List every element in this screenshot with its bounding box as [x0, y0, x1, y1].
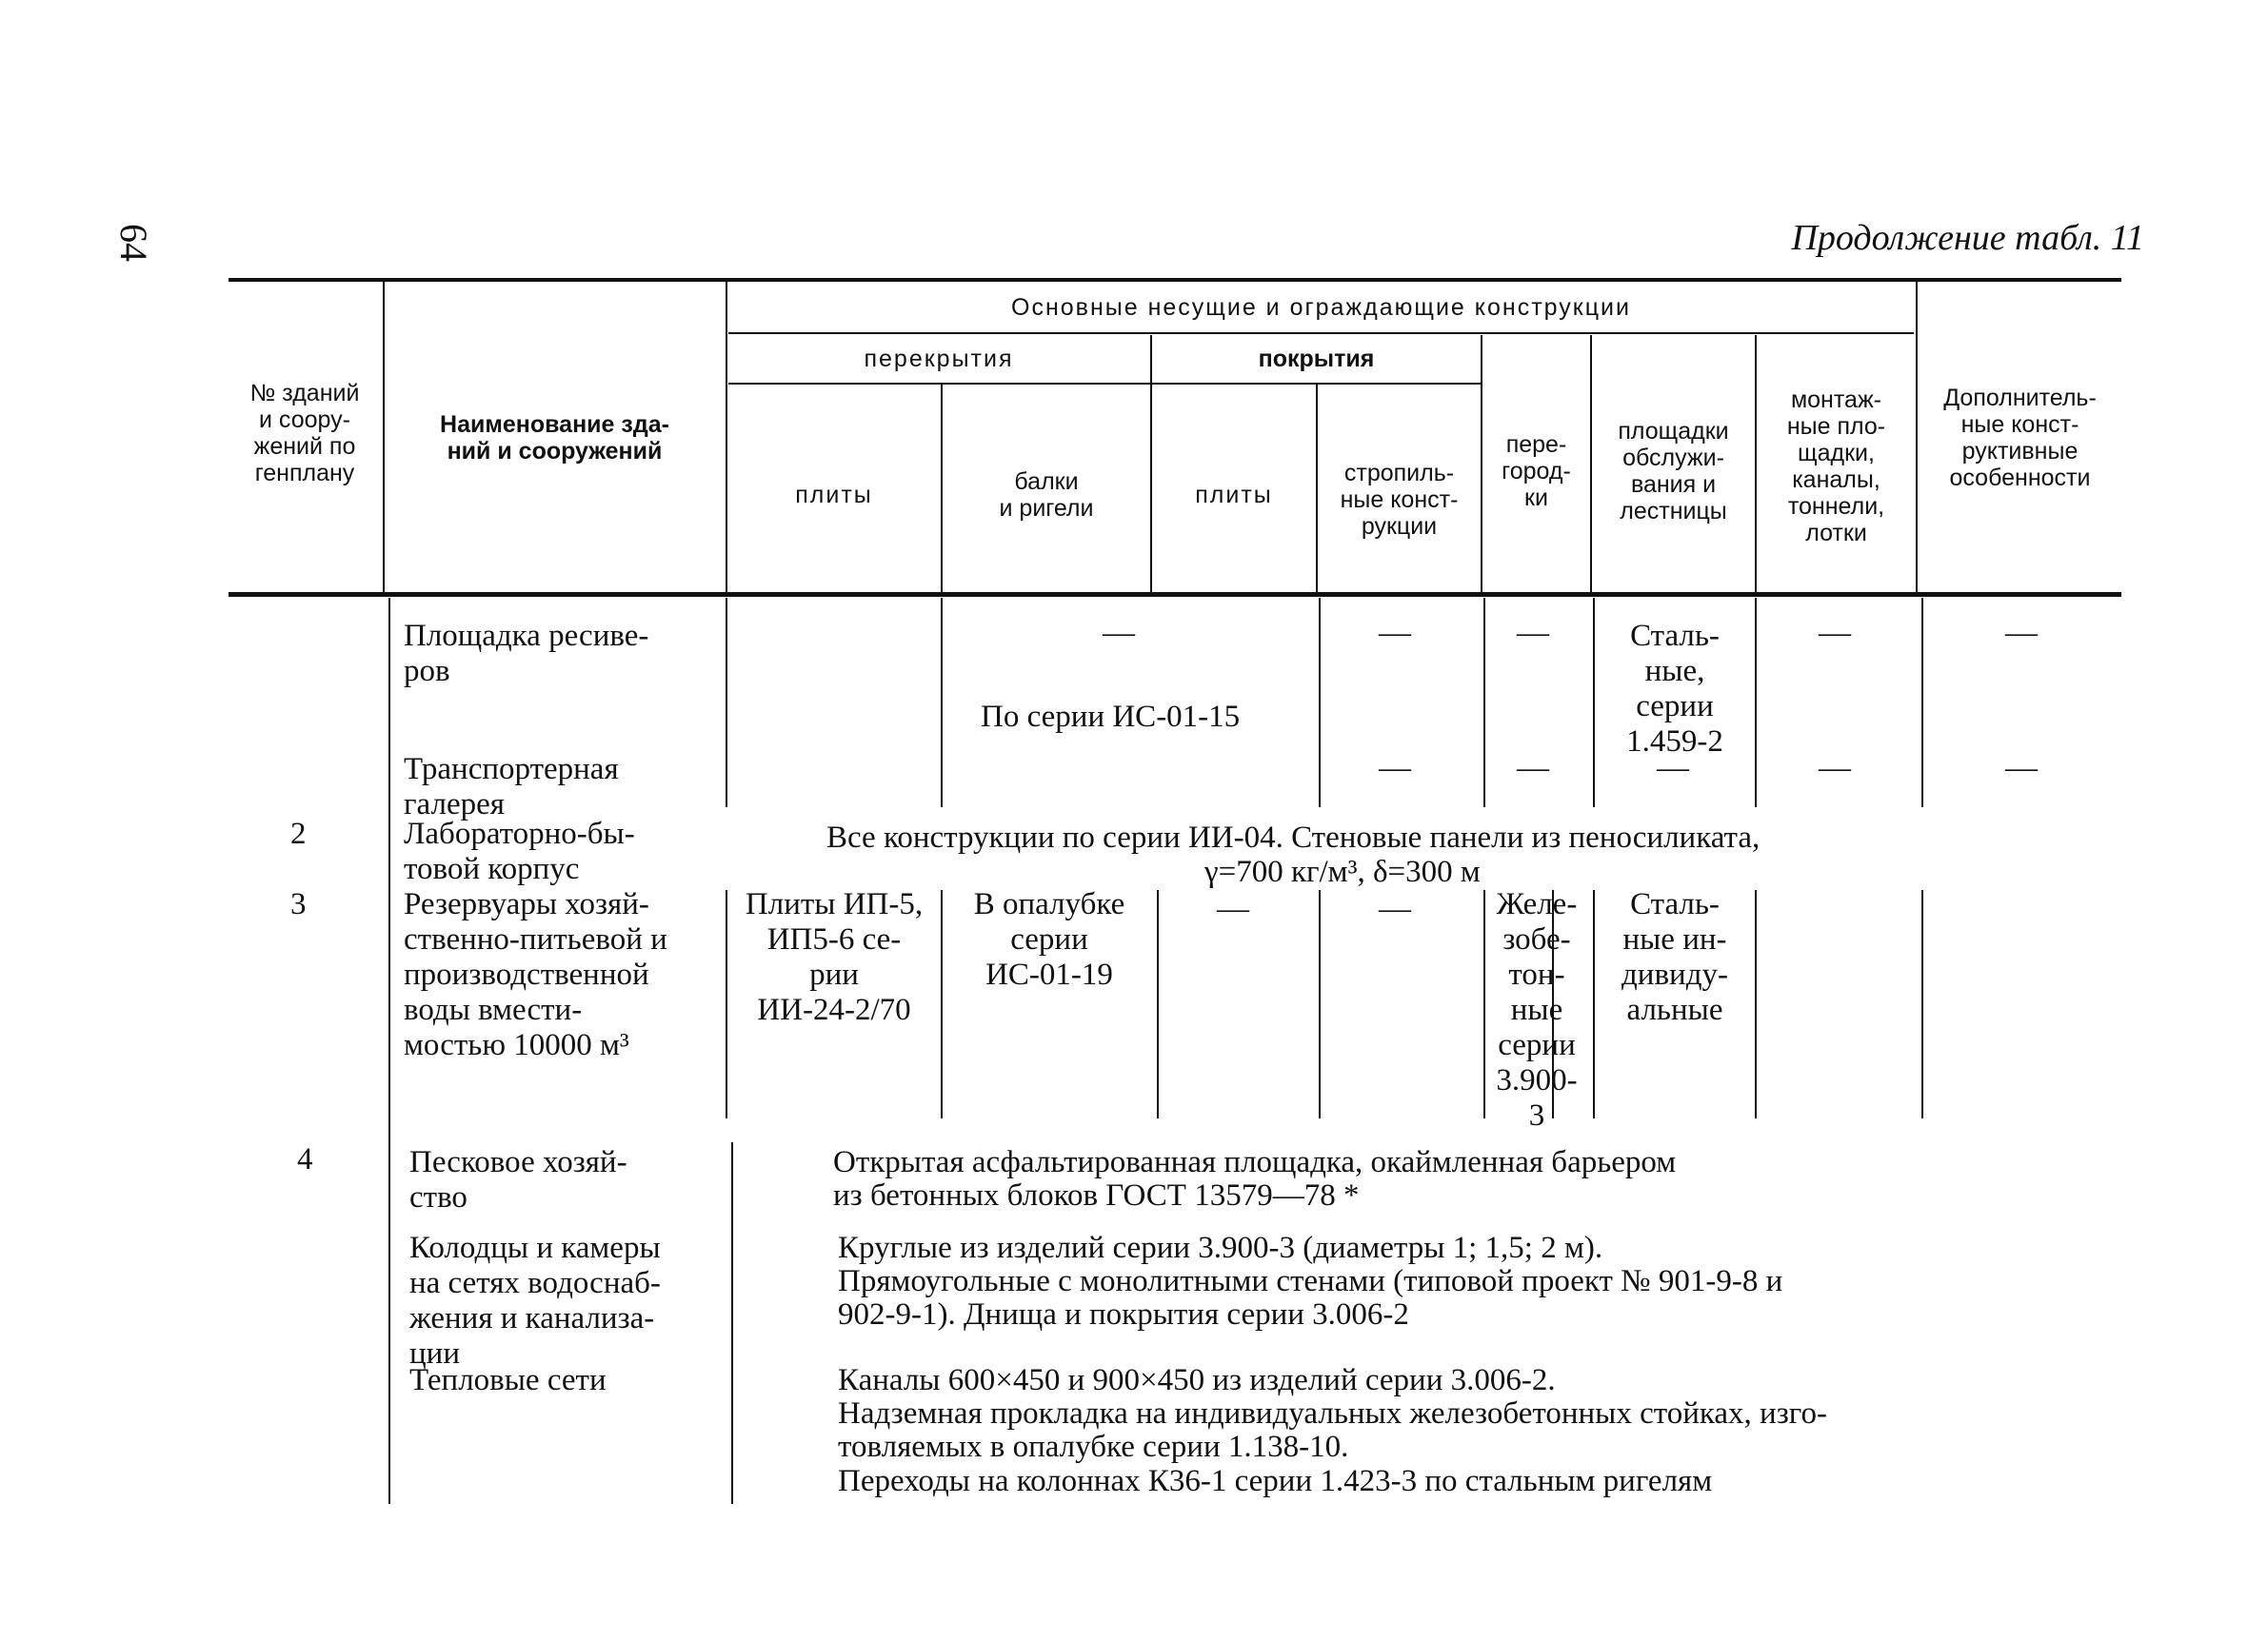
- header-divider: [1481, 335, 1482, 594]
- header-bottom-rule: [229, 592, 2121, 597]
- row-reservoirs-platforms: Сталь- ные ин- дивиду- альные: [1621, 887, 1728, 1027]
- body-divider: [1483, 598, 1485, 807]
- row-gallery-platforms-dash: —: [1657, 750, 1689, 785]
- table-caption: Продолжение табл. 11: [1791, 218, 2144, 258]
- body-divider: [1593, 890, 1595, 1118]
- row-wells-name: Колодцы и камеры на сетях водоснаб- жения и канализа- ции: [409, 1231, 661, 1371]
- row-receivers-beams-dash: —: [1103, 615, 1135, 650]
- row-sand-name: Песковое хозяй- ство: [409, 1145, 627, 1215]
- row-wells-description-line3: 902-9-1). Днища и покрытия серии 3.006-2: [838, 1297, 1409, 1332]
- body-divider: [1921, 890, 1923, 1118]
- row-gallery-rafters-dash: —: [1379, 750, 1411, 785]
- header-divider: [1755, 335, 1757, 594]
- main-group-rule: [728, 332, 1914, 334]
- header-roofs: покрытия: [1258, 346, 1375, 372]
- row-receivers-name: Площадка ресиве- ров: [404, 619, 649, 688]
- row-sand-description-line2: из бетонных блоков ГОСТ 13579—78 *: [833, 1178, 1360, 1213]
- row-receivers-mounting-dash: —: [1819, 615, 1851, 650]
- body-divider: [1319, 598, 1321, 807]
- row-lab-description-line1: Все конструкции по серии ИИ-04. Стеновые панели из пеносиликата,: [826, 821, 1761, 855]
- row-lab-description-line2: γ=700 кг/м³, δ=300 м: [1204, 855, 1481, 889]
- header-divider: [1916, 280, 1918, 594]
- body-divider: [726, 890, 727, 1118]
- header-divider: [726, 280, 727, 594]
- row-reservoirs-rafters-dash: —: [1379, 891, 1411, 926]
- body-divider: [726, 598, 727, 807]
- row-reservoirs-partitions: Желе- зобе- тон- ные серии 3.900- 3: [1496, 887, 1578, 1133]
- header-partitions: пере- город- ки: [1502, 431, 1571, 511]
- row-gallery-mounting-dash: —: [1819, 750, 1851, 785]
- header-service-platforms: площадки обслужи- вания и лестницы: [1618, 418, 1729, 524]
- body-divider: [941, 890, 943, 1118]
- header-rafters: стропиль- ные конст- рукции: [1340, 460, 1459, 540]
- header-divider: [383, 280, 385, 594]
- header-main-structures: Основные несущие и ограждающие конструкции: [1011, 293, 1631, 321]
- row-heating-description-line3: товляемых в опалубке серии 1.138-10.: [838, 1430, 1349, 1464]
- row-receivers-additional-dash: —: [2005, 615, 2038, 650]
- row-wells-description-line1: Круглые из изделий серии 3.900-3 (диаметры 1; 1,5; 2 м).: [838, 1231, 1603, 1265]
- row-heating-name: Тепловые сети: [409, 1363, 607, 1397]
- header-additional-features: Дополнитель- ные конст- руктивные особенности: [1943, 385, 2097, 491]
- body-divider: [1921, 598, 1923, 807]
- body-divider: [1755, 598, 1757, 807]
- body-divider: [731, 1142, 733, 1504]
- header-floor-beams: балки и ригели: [999, 468, 1094, 522]
- row-reservoirs-floor-slabs: Плиты ИП-5, ИП5-6 се- рии ИИ-24-2/70: [745, 887, 924, 1027]
- header-floors: перекрытия: [864, 346, 1014, 372]
- row-sand-no: 4: [297, 1142, 313, 1177]
- body-divider: [388, 598, 390, 1504]
- header-divider: [1590, 335, 1592, 594]
- row-heating-description-line1: Каналы 600×450 и 900×450 из изделий серии 3.006-2.: [838, 1363, 1556, 1397]
- header-divider: [941, 385, 943, 594]
- row-reservoirs-floor-beams: В опалубке серии ИС-01-19: [973, 887, 1125, 992]
- row-reservoirs-name: Резервуары хозяй- ственно-питьевой и производственной воды вмести- мостью 10000 м³: [404, 887, 667, 1062]
- row-gallery-partitions-dash: —: [1517, 750, 1549, 785]
- row-lab-name: Лабораторно-бы- товой корпус: [404, 817, 635, 886]
- row-heating-description-line4: Переходы на колоннах К36-1 серии 1.423-3 по стальным ригелям: [838, 1464, 1713, 1498]
- row-gallery-additional-dash: —: [2005, 750, 2038, 785]
- row-heating-description-line2: Надземная прокладка на индивидуальных железобетонных стойках, изго-: [838, 1396, 1827, 1431]
- header-floor-slabs: плиты: [795, 482, 873, 508]
- table-top-rule: [229, 278, 2121, 282]
- header-roof-slabs: плиты: [1195, 482, 1273, 508]
- row-receivers-partitions-dash: —: [1517, 615, 1549, 650]
- row-receivers-platforms: Сталь- ные, серии 1.459-2: [1626, 619, 1723, 759]
- body-divider: [1593, 598, 1595, 807]
- header-building-no: № зданий и соору- жений по генплану: [249, 380, 360, 486]
- row-gallery-name: Транспортерная галерея: [404, 752, 619, 821]
- header-building-name: Наименование зда- ний и сооружений: [440, 411, 669, 465]
- row-reservoirs-no: 3: [290, 887, 307, 921]
- page-number: 64: [112, 224, 155, 262]
- header-mounting-platforms: монтаж- ные пло- щадки, каналы, тоннели, лотки: [1786, 386, 1886, 546]
- row-reservoirs-roof-slabs-dash: —: [1217, 891, 1249, 926]
- header-divider: [1150, 335, 1152, 594]
- body-divider: [941, 598, 943, 807]
- row-receivers-rafters-dash: —: [1379, 615, 1411, 650]
- body-divider: [1755, 890, 1757, 1118]
- row-receivers-series: По серии ИС-01-15: [981, 700, 1241, 734]
- row-sand-description-line1: Открытая асфальтированная площадка, окаймленная барьером: [833, 1145, 1677, 1179]
- body-divider: [1319, 890, 1321, 1118]
- header-divider: [1316, 385, 1318, 594]
- row-wells-description-line2: Прямоугольные с монолитными стенами (типовой проект № 901-9-8 и: [838, 1264, 1783, 1298]
- body-divider: [1157, 890, 1159, 1118]
- subgroup-rule: [728, 383, 1481, 385]
- row-lab-no: 2: [290, 817, 307, 851]
